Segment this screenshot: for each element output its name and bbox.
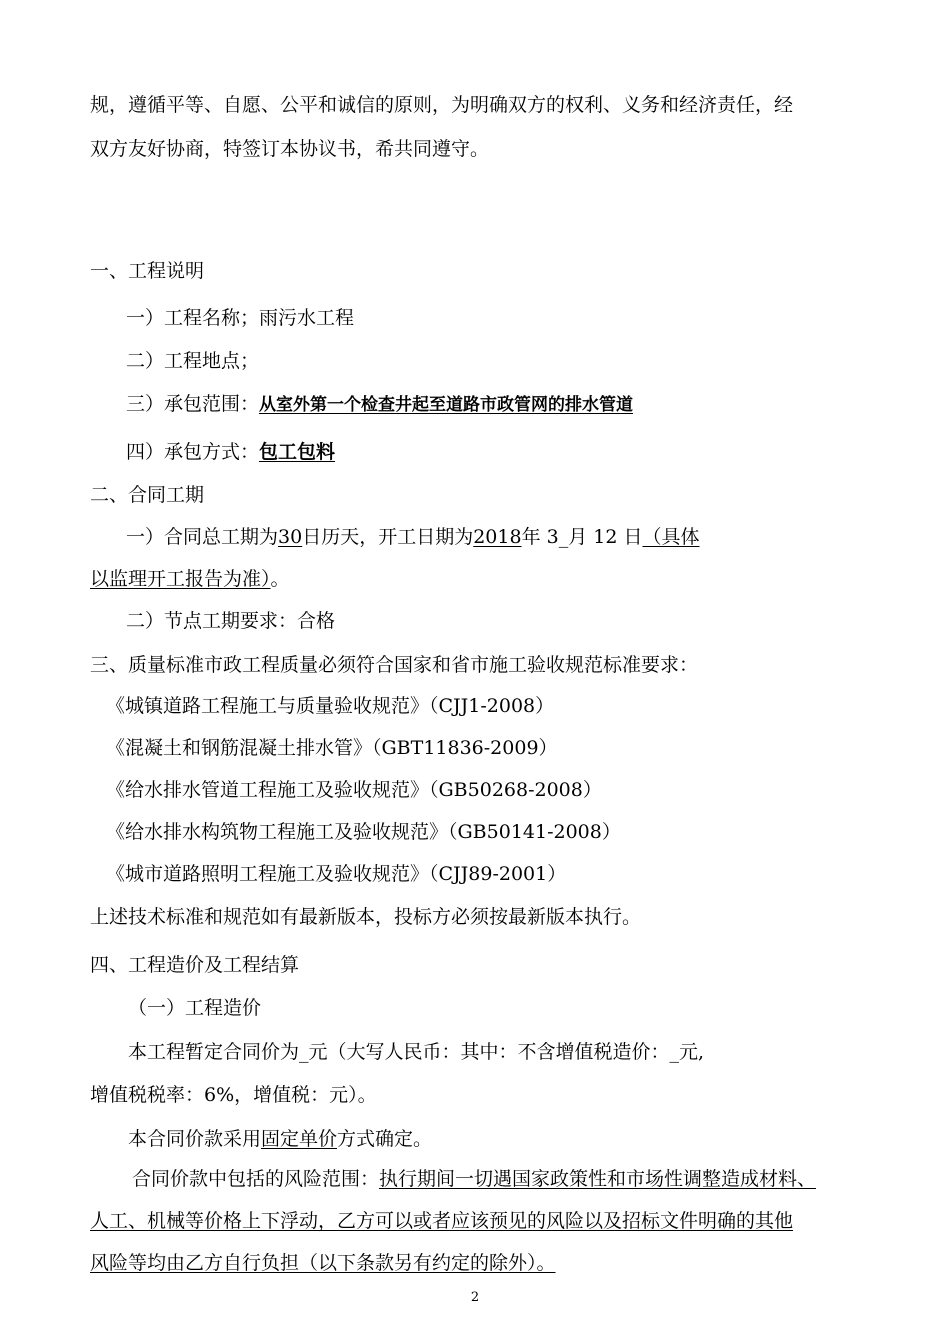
project-location: 二）工程地点；	[126, 350, 260, 372]
duration-period: 。	[270, 568, 290, 590]
price-line-2: 增值税税率：6%，增值税：元）。	[90, 1084, 377, 1106]
price-method	[128, 1126, 432, 1152]
risk-line-2: 人工、机械等价格上下浮动，乙方可以或者应该预见的风险以及招标文件明确的其他	[90, 1210, 794, 1232]
spec-item: 《混凝土和钢筋混凝土排水管》（GBT11836-2009）	[106, 737, 558, 759]
price-method-text-1: 本合同价款采用	[128, 1128, 262, 1150]
start-date: 年 3_月 12 日	[521, 526, 643, 548]
section-3-title: 三、质量标准市政工程质量必须符合国家和省市施工验收规范标准要求：	[90, 654, 699, 676]
price-method-text-2: 方式确定。	[337, 1128, 433, 1150]
intro-line-1: 规，遵循平等、自愿、公平和诚信的原则，为明确双方的权利、义务和经济责任，经	[90, 94, 794, 116]
spec-item: 《城市道路照明工程施工及验收规范》（CJJ89-2001）	[106, 863, 567, 885]
duration-text-1: 一）合同总工期为	[126, 526, 279, 548]
section-1-title: 一、工程说明	[90, 260, 205, 282]
contract-scope-value: 从室外第一个检查井起至道路市政管网的排水管道	[259, 395, 634, 415]
contract-scope-label: 三）承包范围：	[126, 393, 260, 415]
risk-label: 合同价款中包括的风险范围：	[132, 1168, 380, 1190]
risk-text-1: 执行期间一切遇国家政策性和市场性调整造成材料、	[379, 1168, 817, 1190]
duration-text-2: 日历天，开工日期为	[302, 526, 474, 548]
duration-line-1	[126, 524, 699, 550]
section-4-title: 四、工程造价及工程结算	[90, 954, 300, 976]
price-line-1: 本工程暂定合同价为_元（大写人民币：其中：不含增值税造价：_元,	[128, 1041, 705, 1063]
contract-mode-value: 包工包料	[259, 441, 336, 463]
contract-mode-label: 四）承包方式：	[126, 441, 260, 463]
price-method-value: 固定单价	[261, 1128, 338, 1150]
duration-days: 30	[278, 526, 303, 548]
contract-mode	[126, 439, 335, 465]
contract-scope	[126, 391, 633, 418]
milestone-requirement: 二）节点工期要求：合格	[126, 610, 336, 632]
duration-note-end: 以监理开工报告为准）	[90, 568, 271, 590]
spec-item: 《给水排水构筑物工程施工及验收规范》（GB50141-2008）	[106, 821, 621, 843]
intro-line-2: 双方友好协商，特签订本协议书，希共同遵守。	[90, 138, 490, 160]
start-year: 2018	[473, 526, 522, 548]
spec-item: 《给水排水管道工程施工及验收规范》（GB50268-2008）	[106, 779, 602, 801]
spec-item: 《城镇道路工程施工与质量验收规范》（CJJ1-2008）	[106, 695, 555, 717]
section-4-sub: （一）工程造价	[128, 997, 262, 1019]
duration-note-start: （具体	[642, 526, 700, 548]
risk-line-1	[132, 1166, 816, 1192]
page-number: 2	[470, 1290, 480, 1305]
project-name: 一）工程名称；雨污水工程	[126, 307, 355, 329]
duration-line-2	[90, 566, 290, 592]
section-2-title: 二、合同工期	[90, 484, 205, 506]
spec-note: 上述技术标准和规范如有最新版本，投标方必须按最新版本执行。	[90, 906, 642, 928]
risk-line-3: 风险等均由乙方自行负担（以下条款另有约定的除外）。	[90, 1252, 556, 1274]
